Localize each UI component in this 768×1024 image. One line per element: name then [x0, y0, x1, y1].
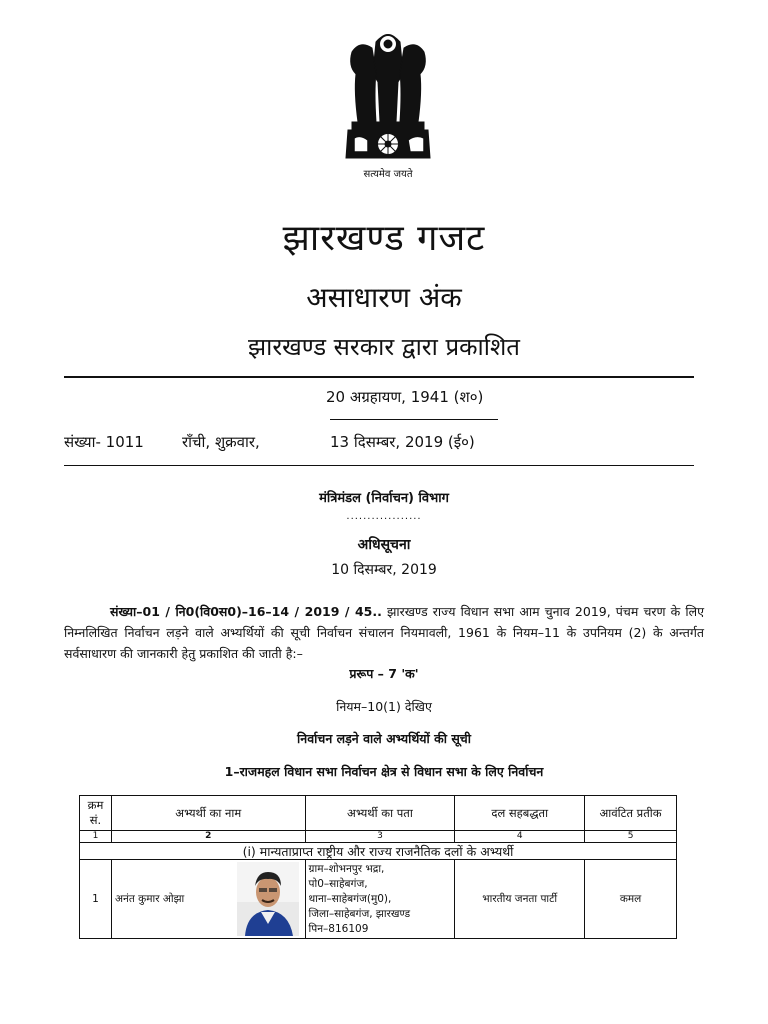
header-name: अभ्यर्थी का नाम [111, 796, 305, 831]
header-serial: क्रम सं. [80, 796, 112, 831]
ashoka-lion-icon [330, 22, 446, 172]
national-emblem [330, 22, 446, 182]
candidate-table [79, 795, 677, 939]
column-number: 3 [305, 831, 455, 843]
gazette-title: झारखण्ड गजट [282, 218, 486, 259]
table-row [80, 860, 677, 939]
column-number: 1 [80, 831, 112, 843]
cell-address [305, 860, 455, 939]
address-line: ग्राम–शोभनपुर भद्रा, [308, 862, 385, 875]
header-bottom-rule [64, 465, 694, 466]
header-address: अभ्यर्थी का पता [305, 796, 455, 831]
gazette-subtitle: असाधारण अंक [306, 281, 462, 314]
notification-reference: संख्या–01 / नि0(वि0स0)–16–14 / 2019 / 45.. [110, 604, 382, 619]
cell-party: भारतीय जनता पार्टी [455, 860, 585, 939]
header-top-rule [64, 376, 694, 378]
gazette-publisher: झारखण्ड सरकार द्वारा प्रकाशित [247, 333, 520, 361]
header-party: दल सहबद्धता [455, 796, 585, 831]
saka-date-underline [330, 419, 498, 420]
department-name: मंत्रिमंडल (निर्वाचन) विभाग [319, 491, 449, 506]
category-row [80, 843, 677, 860]
column-number: 2 [111, 831, 305, 843]
address-line: पो0–साहेबगंज, [308, 877, 368, 890]
rule-reference: नियम–10(1) देखिए [336, 699, 432, 714]
header-symbol: आवंटित प्रतीक [585, 796, 677, 831]
address-line: पिन–816109 [308, 922, 369, 935]
notification-heading: अधिसूचना [357, 537, 411, 553]
list-title: निर्वाचन लड़ने वाले अभ्यर्थियों की सूची [297, 731, 471, 746]
candidate-photo [237, 862, 299, 936]
constituency-title: 1–राजमहल विधान सभा निर्वाचन क्षेत्र से विधान सभा के लिए निर्वाचन [224, 764, 544, 779]
table-header-row [80, 796, 677, 831]
cell-symbol: कमल [585, 860, 677, 939]
saka-date: 20 अग्रहायण, 1941 (श०) [326, 388, 484, 406]
notification-body: झारखण्ड राज्य विधान सभा आम चुनाव 2019, पंचम चरण के लिए निम्नलिखित निर्वाचन लड़ने वाले अभ्यर्थियों की सूची निर्वाचन संचालन नियमावली, 1961 के नियम–11 के उपनियम (2) के अन्तर्गत सर्वसाधारण की जानकारी हेतु प्रकाशित की जाती है:– [64, 604, 704, 661]
issue-date: 13 दिसम्बर, 2019 (ई०) [330, 433, 475, 451]
cell-serial: 1 [80, 860, 112, 939]
emblem-motto: सत्यमेव जयते [363, 169, 413, 180]
table-column-numbers [80, 831, 677, 843]
cell-name [111, 860, 305, 939]
notification-paragraph [64, 601, 704, 664]
issue-number: संख्या- 1011 [64, 433, 144, 451]
column-number: 4 [455, 831, 585, 843]
place-day: राँची, शुक्रवार, [182, 433, 260, 451]
column-number: 5 [585, 831, 677, 843]
form-label: प्ररूप – 7 'क' [349, 666, 419, 681]
candidate-name: अनंत कुमार ओझा [114, 893, 185, 905]
address-line: थाना–साहेबगंज(मु0), [308, 892, 392, 905]
address-line: जिला–साहेबगंज, झारखण्ड [308, 907, 411, 920]
notification-date: 10 दिसम्बर, 2019 [331, 562, 437, 578]
category-label: (i) मान्यताप्राप्त राष्ट्रीय और राज्य राजनैतिक दलों के अभ्यर्थी [80, 843, 677, 860]
dotted-separator: .................. [346, 511, 422, 522]
